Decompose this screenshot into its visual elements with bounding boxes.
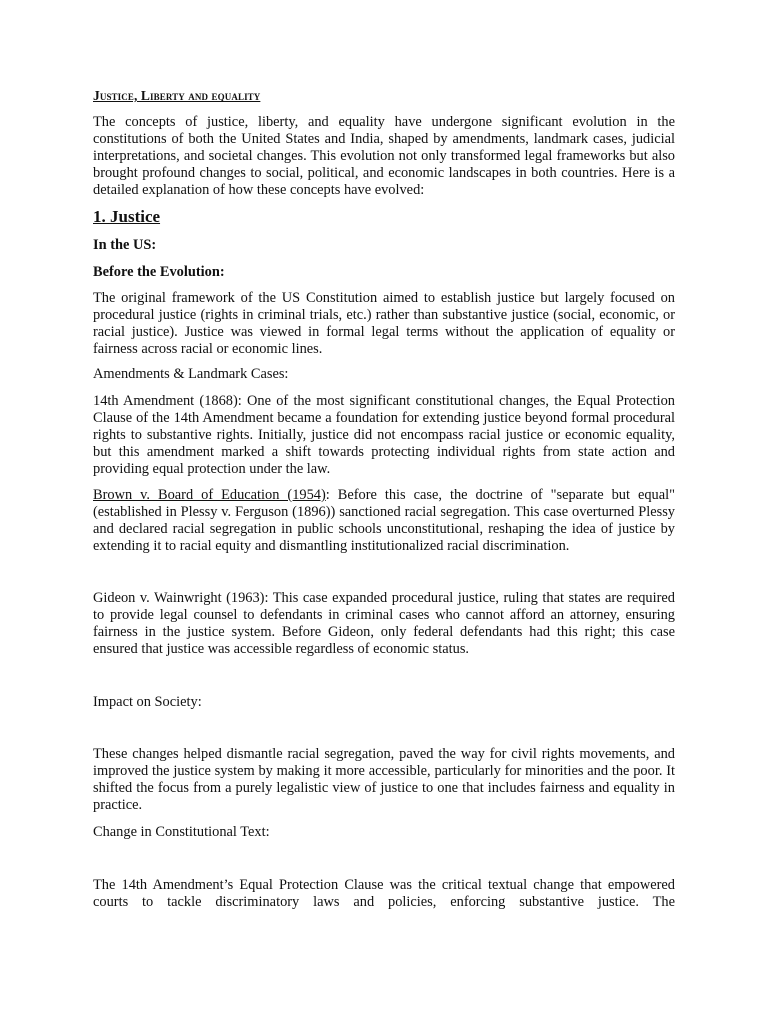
change-paragraph: The 14th Amendment’s Equal Protection Clause was the critical textual change that empowered courts to tackle discriminatory laws and policies, enforcing substantive justice. The	[93, 877, 675, 910]
amendments-label: Amendments & Landmark Cases:	[93, 366, 289, 382]
subheading-in-the-us: In the US:	[93, 237, 157, 253]
impact-label: Impact on Society:	[93, 694, 202, 710]
intro-paragraph: The concepts of justice, liberty, and equality have undergone significant evolution in the constitutions of both the United States and India, shaped by amendments, landmark cases, judicial interpretations, and societal changes. This evolution not only transformed legal frameworks but also brought profound changes to social, political, and economic landscapes in both countries. Here is a detailed explanation of how these concepts have evolved:	[93, 114, 675, 198]
section-heading-justice: 1. Justice	[93, 207, 161, 226]
amendment-14-paragraph: 14th Amendment (1868): One of the most significant constitutional changes, the Equal Protection Clause of the 14th Amendment became a foundation for extending justice beyond formal procedural rights to substantive rights. Initially, justice did not encompass racial justice or economic equality, but this amendment marked a shift towards protecting individual rights from state action and providing equal protection under the law.	[93, 393, 675, 477]
gideon-case-paragraph: Gideon v. Wainwright (1963): This case expanded procedural justice, ruling that states are required to provide legal counsel to defendants in criminal cases who cannot afford an attorney, ensuring fairness in the justice system. Before Gideon, only federal defendants had this right; this case ensured that justice was accessible regardless of economic status.	[93, 590, 675, 657]
change-label: Change in Constitutional Text:	[93, 824, 270, 840]
impact-paragraph: These changes helped dismantle racial segregation, paved the way for civil rights movements, and improved the justice system by making it more accessible, particularly for minorities and the poor. It shifted the focus from a purely legalistic view of justice to one that includes fairness and equality in practice.	[93, 746, 675, 813]
brown-case-name: Brown v. Board of Education (1954)	[93, 487, 326, 503]
brown-case-text: : Before this case, the doctrine of "separate but equal" (established in Plessy v. Ferguson (1896)) sanctioned racial segregation. This case overturned Plessy and declared racial segregation in public schools unconstitutional, reshaping the idea of justice by extending it to racial equity and dismantling institutionalized racial discrimination.	[93, 487, 675, 554]
document-title: Justice, Liberty and equality	[93, 88, 261, 103]
subheading-before-evolution: Before the Evolution:	[93, 264, 225, 280]
brown-case-paragraph	[93, 487, 675, 555]
before-evolution-paragraph: The original framework of the US Constitution aimed to establish justice but largely focused on procedural justice (rights in criminal trials, etc.) rather than substantive justice (social, economic, or racial justice). Justice was viewed in formal legal terms without the application of equality or fairness across racial or economic lines.	[93, 290, 675, 357]
